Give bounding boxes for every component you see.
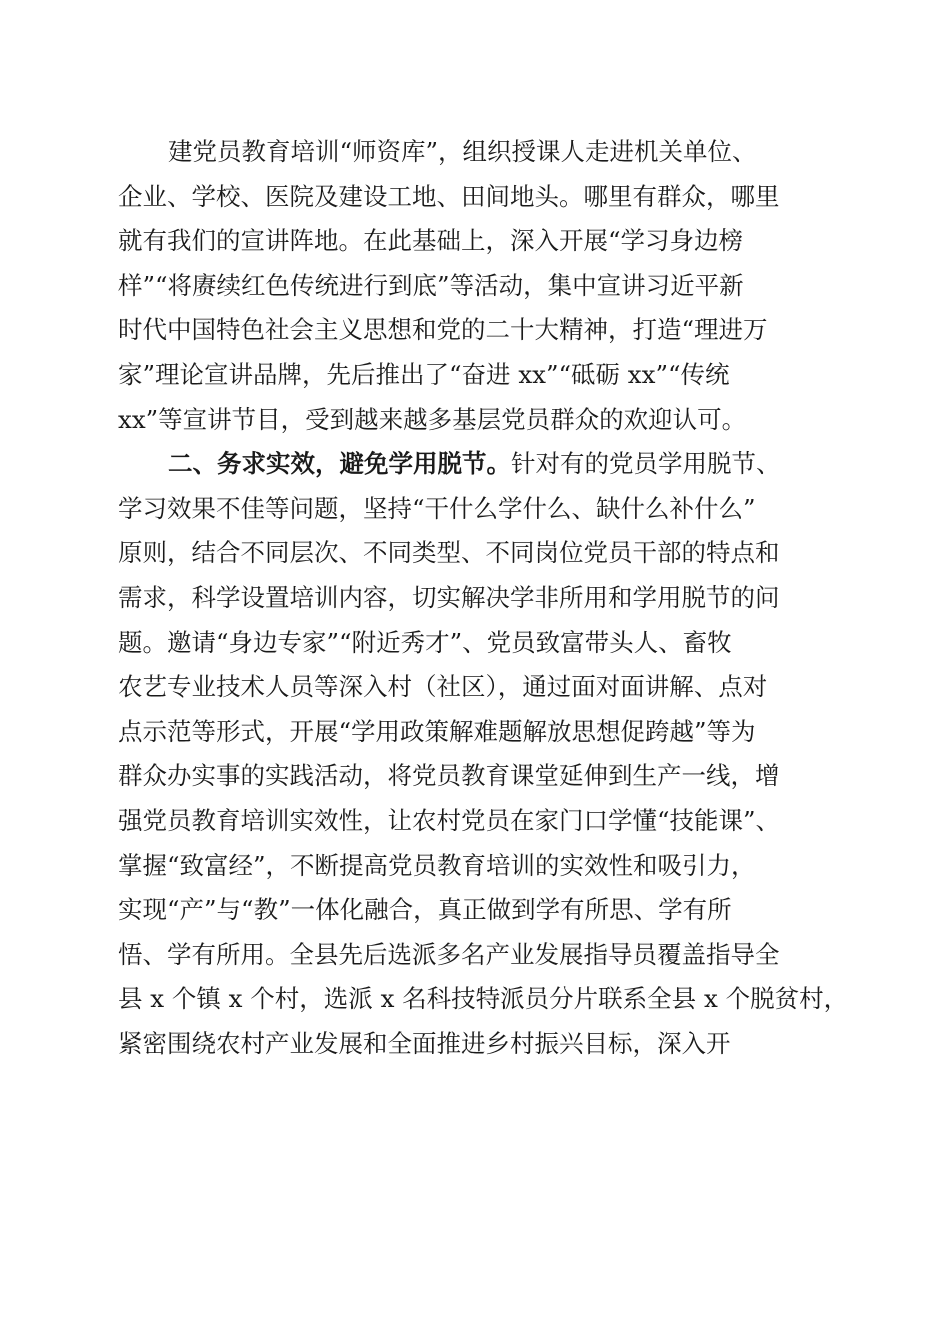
paragraph-line: 就有我们的宣讲阵地。在此基础上，深入开展“学习身边榜 bbox=[118, 226, 744, 256]
paragraph-line: 点示范等形式，开展“学用政策解难题解放思想促跨越”等为 bbox=[118, 716, 756, 746]
paragraph-first-line bbox=[118, 442, 838, 487]
section-heading: 二、务求实效，避免学用脱节。 bbox=[168, 449, 511, 479]
paragraph-line: xx”等宣讲节目，受到越来越多基层党员群众的欢迎认可。 bbox=[118, 404, 747, 434]
paragraph-line: 题。邀请“身边专家”“附近秀才”、党员致富带头人、畜牧 bbox=[118, 627, 732, 657]
paragraph-line: 农艺专业技术人员等深入村（社区），通过面对面讲解、点对 bbox=[118, 672, 768, 702]
paragraph-line: 家”理论宣讲品牌，先后推出了“奋进 xx”“砥砺 xx”“传统 bbox=[118, 359, 730, 389]
paragraph-line: 紧密围绕农村产业发展和全面推进乡村振兴目标，深入开 bbox=[118, 1028, 731, 1058]
paragraph-line: 悟、学有所用。全县先后选派多名产业发展指导员覆盖指导全 bbox=[118, 939, 780, 969]
paragraph-line: 群众办实事的实践活动，将党员教育课堂延伸到生产一线，增 bbox=[118, 761, 780, 791]
paragraph-1 bbox=[118, 130, 838, 442]
paragraph-2 bbox=[118, 442, 849, 1066]
document-body bbox=[118, 130, 849, 1066]
paragraph-line: 掌握“致富经”，不断提高党员教育培训的实效性和吸引力， bbox=[118, 850, 756, 880]
paragraph-line: 企业、学校、医院及建设工地、田间地头。哪里有群众，哪里 bbox=[118, 181, 780, 211]
paragraph-line: 原则，结合不同层次、不同类型、不同岗位党员干部的特点和 bbox=[118, 538, 780, 568]
paragraph-line: 时代中国特色社会主义思想和党的二十大精神，打造“理进万 bbox=[118, 315, 768, 345]
paragraph-line: 建党员教育培训“师资库”，组织授课人走进机关单位、 bbox=[168, 137, 757, 166]
paragraph-line: 样”“将赓续红色传统进行到底”等活动，集中宣讲习近平新 bbox=[118, 270, 744, 300]
paragraph-line: 实现“产”与“教”一体化融合，真正做到学有所思、学有所 bbox=[118, 895, 732, 925]
heading-line-text: 针对有的党员学用脱节、 bbox=[511, 449, 781, 479]
paragraph-line: 学习效果不佳等问题，坚持“干什么学什么、缺什么补什么” bbox=[118, 493, 756, 523]
paragraph-line: 县 x 个镇 x 个村，选派 x 名科技特派员分片联系全县 x 个脱贫村， bbox=[118, 984, 849, 1014]
paragraph-line: 强党员教育培训实效性，让农村党员在家门口学懂“技能课”、 bbox=[118, 805, 781, 835]
paragraph-line: 需求，科学设置培训内容，切实解决学非所用和学用脱节的问 bbox=[118, 582, 780, 612]
